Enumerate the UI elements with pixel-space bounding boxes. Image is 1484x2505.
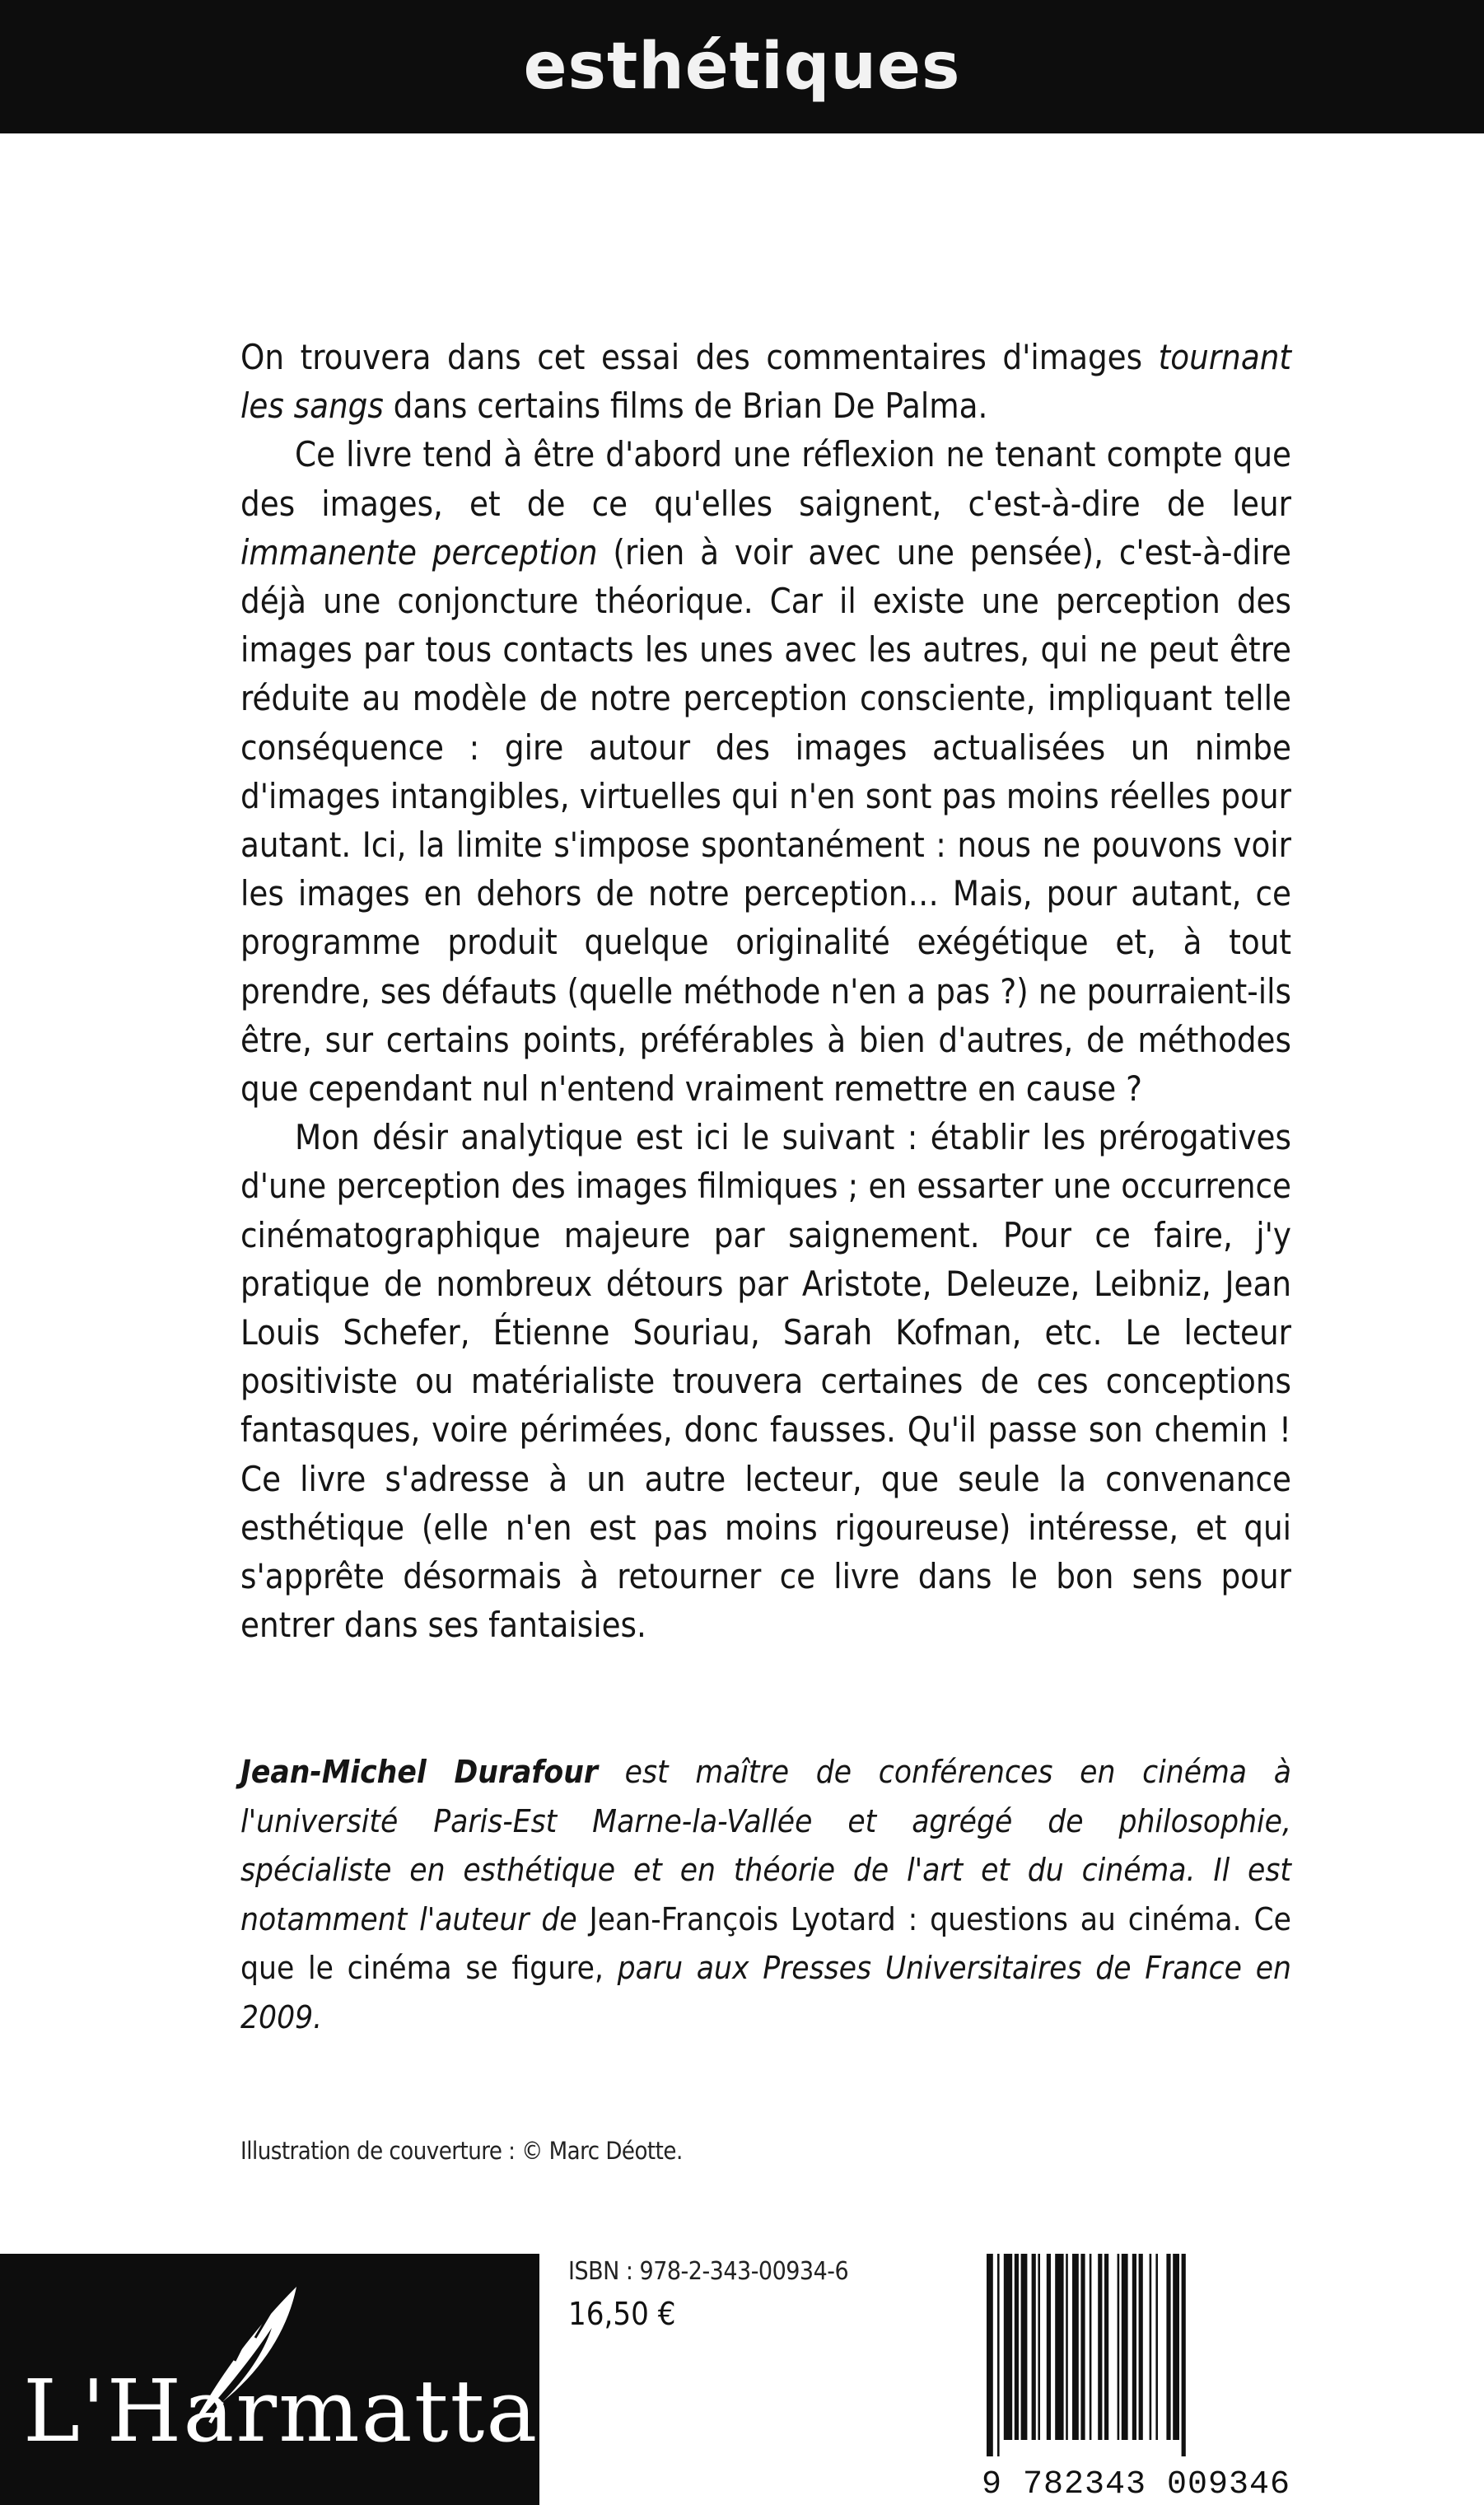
author-bio: Jean-Michel Durafour est maître de conférences en cinéma à l'université Paris-Est Marne-la-Vallée et agrégé de philosophie, spécialiste en esthétique et en théorie de l'art et du cinéma. Il est notamment l'auteur de Jean-François Lyotard : questions au cinéma. Ce que le cinéma se figure, paru aux Presses Universitaires de France en 2009. — [240, 1754, 1292, 2036]
author-name: Jean-Michel Durafour — [240, 1754, 598, 1791]
barcode — [982, 2254, 1291, 2503]
publisher-logo — [0, 2254, 596, 2505]
isbn: ISBN : 978-2-343-00934-6 — [568, 2257, 849, 2286]
barcode-digits: 9 782343 009346 — [982, 2466, 1291, 2503]
publisher-name: L'Harmattan — [23, 2361, 596, 2461]
summary-paragraph-1: On trouvera dans cet essai des commentaires d'images tournant les sangs dans certains films de Brian De Palma. — [240, 337, 1291, 427]
barcode-icon — [982, 2254, 1283, 2465]
emphasis-phrase: immanente perception — [240, 531, 598, 573]
emphasis-phrase: tournant les sangs — [240, 337, 1291, 427]
book-summary — [240, 333, 1291, 1649]
summary-paragraph-3: Mon désir analytique est ici le suivant : établir les prérogatives d'une perception des images filmiques ; en essarter une occurrence cinématographique majeure par saignement. Pour ce faire, j'y pratique de nombreux détours par Aristote, Deleuze, Leibniz, Jean Louis Schefer, Étienne Souriau, Sarah Kofman, etc. Le lecteur positiviste ou matérialiste trouvera certaines de ces conceptions fantasques, voire périmées, donc fausses. Qu'il passe son chemin ! Ce livre s'adresse à un autre lecteur, que seule la convenance esthétique (elle n'en est pas moins rigoureuse) intéresse, et qui s'apprête désormais à retourner ce livre dans le bon sens pour entrer dans ses fantaisies. — [240, 1117, 1291, 1646]
cover-illustration-credit: Illustration de couverture : © Marc Déotte. — [240, 2137, 683, 2165]
series-title: esthétiques — [523, 30, 961, 104]
author-works: Jean-François Lyotard : questions au cinéma. Ce que le cinéma se figure, — [240, 1900, 1292, 1987]
summary-paragraph-2: Ce livre tend à être d'abord une réflexion ne tenant compte que des images, et de ce qu'elles saignent, c'est-à-dire de leur immanente perception (rien à voir avec une pensée), c'est-à-dire déjà une conjoncture théorique. Car il existe une perception des images par tous contacts les unes avec les autres, qui ne peut être réduite au modèle de notre perception consciente, impliquant telle conséquence : gire autour des images actualisées un nimbe d'images intangibles, virtuelles qui n'en sont pas moins réelles pour autant. Ici, la limite s'impose spontanément : nous ne pouvons voir les images en dehors de notre perception… Mais, pour autant, ce programme produit quelque originalité exégétique et, à tout prendre, ses défauts (quelle méthode n'en a pas ?) ne pourraient-ils être, sur certains points, préférables à bien d'autres, de méthodes que cependant nul n'entend vraiment remettre en cause ? — [240, 434, 1292, 1110]
price: 16,50 € — [568, 2296, 676, 2332]
